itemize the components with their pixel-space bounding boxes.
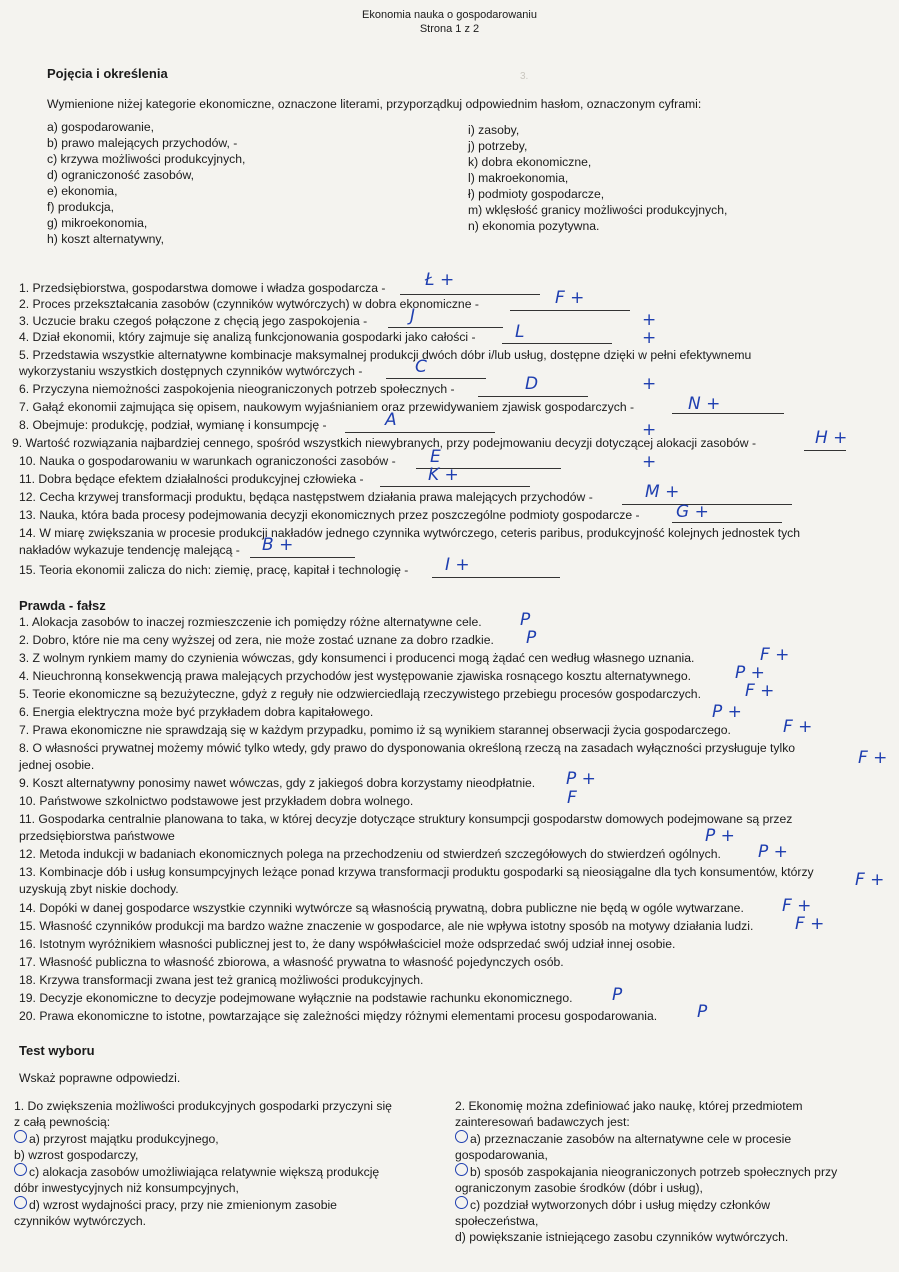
answer-underline: [386, 378, 486, 379]
true-false-item: 1. Alokacja zasobów to inaczej rozmieszczenie ich pomiędzy różne alternatywne cele.: [19, 615, 482, 629]
true-false-item: 10. Państwowe szkolnictwo podstawowe jest przykładem dobra wolnego.: [19, 794, 414, 808]
handwritten-answer: F +: [858, 748, 888, 768]
answer-option: b) wzrost gospodarczy,: [14, 1148, 139, 1162]
answer-option: a) przyrost majątku produkcyjnego,: [14, 1130, 394, 1147]
section-title: Prawda - fałsz: [19, 598, 106, 613]
question-1: [14, 1098, 394, 1229]
true-false-item: 3. Z wolnym rynkiem mamy do czynienia wówczas, gdy konsumenci i producenci mogą żądać cen według własnego uznania.: [19, 651, 695, 665]
true-false-item: 4. Nieuchronną konsekwencją prawa malejących przychodów jest występowanie zjawiska rosnącego kosztu alternatywnego.: [19, 669, 692, 683]
matching-item: 7. Gałąź ekonomii zajmująca się opisem, naukowym wyjaśnianiem oraz przewidywaniem zjawisk gospodarczych -: [19, 400, 635, 414]
true-false-item: 2. Dobro, które nie ma ceny wyższej od zera, nie może zostać uznane za dobro rzadkie.: [19, 633, 494, 647]
handwritten-answer: H +: [815, 428, 848, 448]
handwritten-answer: N +: [688, 394, 721, 414]
handwritten-answer: L: [515, 322, 525, 342]
handwritten-answer: F +: [745, 681, 775, 701]
matching-item: 5. Przedstawia wszystkie alternatywne kombinacje maksymalnej produkcji dwóch dóbr i/lub usług, dostępne dzięki w pełni efektywnemu: [19, 348, 752, 362]
handwritten-answer: Ł +: [425, 270, 455, 290]
circled-mark-icon: [455, 1130, 468, 1143]
answer-option: b) sposób zaspokajania nieograniczonych potrzeb społecznych przy ograniczonym zasobie środków (dóbr i usług),: [455, 1165, 838, 1195]
handwritten-answer: P +: [758, 842, 788, 862]
handwritten-answer: P: [612, 985, 623, 1005]
answer-underline: [804, 450, 846, 451]
margin-plus-mark: +: [642, 310, 657, 330]
handwritten-answer: F +: [783, 717, 813, 737]
matching-item: 2. Proces przekształcania zasobów (czynników wytwórczych) w dobra ekonomiczne -: [19, 297, 479, 311]
true-false-item-continued: uzyskują zbyt niskie dochody.: [19, 882, 179, 896]
answer-underline: [345, 432, 495, 433]
handwritten-answer: E: [430, 447, 441, 467]
term-item: e) ekonomia,: [47, 184, 118, 198]
answer-option: c) alokacja zasobów umożliwiająca relatywnie większą produkcję dóbr inwestycyjnych niż konsumpcyjnych,: [14, 1165, 380, 1195]
matching-item: 8. Obejmuje: produkcję, podział, wymianę i konsumpcję -: [19, 418, 327, 432]
matching-item: 13. Nauka, która bada procesy podejmowania decyzji ekonomicznych przez poszczególne podmioty gospodarcze -: [19, 508, 640, 522]
term-item: m) wklęsłość granicy możliwości produkcyjnych,: [468, 203, 728, 217]
term-item: k) dobra ekonomiczne,: [468, 155, 592, 169]
section-intro: Wskaż poprawne odpowiedzi.: [19, 1071, 181, 1085]
term-item: b) prawo malejących przychodów, -: [47, 136, 238, 150]
handwritten-answer: P: [520, 610, 531, 630]
matching-item: 3. Uczucie braku czegoś połączone z chęcią jego zaspokojenia -: [19, 314, 368, 328]
answer-underline: [250, 557, 355, 558]
circled-mark-icon: [455, 1163, 468, 1176]
answer-option: d) wzrost wydajności pracy, przy nie zmienionym zasobie czynników wytwórczych.: [14, 1198, 337, 1228]
matching-item-continued: nakładów wykazuje tendencję malejącą -: [19, 543, 240, 557]
matching-item: 11. Dobra będące efektem działalności produkcyjnej człowieka -: [19, 472, 364, 486]
handwritten-answer: I +: [445, 555, 470, 575]
matching-item: 6. Przyczyna niemożności zaspokojenia nieograniczonych potrzeb społecznych -: [19, 382, 455, 396]
matching-item: 15. Teoria ekonomii zalicza do nich: ziemię, pracę, kapitał i technologię -: [19, 563, 409, 577]
handwritten-answer: M +: [645, 482, 680, 502]
true-false-item: 16. Istotnym wyróżnikiem własności publicznej jest to, że dany współwłaściciel może odsprzedać swój udział innej osobie.: [19, 937, 676, 951]
true-false-item: 12. Metoda indukcji w badaniach ekonomicznych polega na przechodzeniu od stwierdzeń szczegółowych do stwierdzeń ogólnych.: [19, 847, 721, 861]
page-header: [0, 8, 899, 36]
term-list-left: [47, 119, 307, 247]
handwritten-answer: P +: [705, 826, 735, 846]
margin-plus-mark: +: [642, 452, 657, 472]
matching-item: 4. Dział ekonomii, który zajmuje się analizą funkcjonowania gospodarki jako całości -: [19, 330, 476, 344]
matching-item: 10. Nauka o gospodarowaniu w warunkach ograniczoności zasobów -: [19, 454, 396, 468]
true-false-item: 20. Prawa ekonomiczne to istotne, powtarzające się zależności między różnymi elementami procesu gospodarowania.: [19, 1009, 658, 1023]
true-false-item-continued: jednej osobie.: [19, 758, 95, 772]
true-false-item: 14. Dopóki w danej gospodarce wszystkie czynniki wytwórcze są własnością prywatną, dobra publiczne nie będą w ogóle wytwarzane.: [19, 901, 744, 915]
handwritten-answer: P: [526, 628, 537, 648]
answer-underline: [478, 396, 588, 397]
handwritten-answer: K +: [428, 465, 459, 485]
true-false-item: 13. Kombinacje dób i usług konsumpcyjnych leżące ponad krzywa transformacji produktu gospodarki są nieosiągalne dla tych konsumentów, którzy: [19, 865, 814, 879]
true-false-item: 7. Prawa ekonomiczne nie sprawdzają się w każdym przypadku, pomimo iż są wynikiem starannej obserwacji życia gospodarczego.: [19, 723, 731, 737]
circled-mark-icon: [455, 1196, 468, 1209]
handwritten-answer: P: [697, 1002, 708, 1022]
term-item: f) produkcja,: [47, 200, 115, 214]
handwritten-answer: F +: [795, 914, 825, 934]
term-item: l) makroekonomia,: [468, 171, 569, 185]
circled-mark-icon: [14, 1130, 27, 1143]
answer-underline: [400, 294, 540, 295]
section-title: Test wyboru: [19, 1043, 95, 1058]
term-item: a) gospodarowanie,: [47, 120, 155, 134]
term-item: i) zasoby,: [468, 123, 520, 137]
answer-underline: [380, 486, 530, 487]
term-item: n) ekonomia pozytywna.: [468, 219, 600, 233]
margin-plus-mark: +: [642, 420, 657, 440]
true-false-item: 11. Gospodarka centralnie planowana to taka, w której decyzje dotyczące struktury konsumpcji gospodarstw domowych podejmowane są przez: [19, 812, 793, 826]
handwritten-answer: P +: [566, 769, 596, 789]
term-item: g) mikroekonomia,: [47, 216, 148, 230]
answer-underline: [672, 522, 782, 523]
circled-mark-icon: [14, 1196, 27, 1209]
handwritten-answer: F +: [855, 870, 885, 890]
handwritten-answer: G +: [676, 502, 709, 522]
matching-item: 12. Cecha krzywej transformacji produktu, będąca następstwem działania prawa malejących przychodów -: [19, 490, 593, 504]
answer-underline: [432, 577, 560, 578]
handwritten-answer: F +: [760, 645, 790, 665]
handwritten-answer: D: [525, 374, 539, 394]
matching-item: 1. Przedsiębiorstwa, gospodarstwa domowe i władza gospodarcza -: [19, 281, 386, 295]
matching-item: 14. W miarę zwiększania w procesie produkcji nakładów jednego czynnika wytwórczego, ceteris paribus, produkcyjność kolejnych jednostek tych: [19, 526, 801, 540]
question-text: 1. Do zwiększenia możliwości produkcyjnych gospodarki przyczyni się z całą pewnością:: [14, 1099, 392, 1129]
handwritten-answer: P +: [712, 702, 742, 722]
answer-option: c) pozdział wytworzonych dóbr i usług między członków społeczeństwa,: [455, 1198, 771, 1228]
term-item: d) ograniczoność zasobów,: [47, 168, 195, 182]
true-false-item: 9. Koszt alternatywny ponosimy nawet wówczas, gdy z jakiegoś dobra korzystamy nieodpłatnie.: [19, 776, 536, 790]
section-title: Pojęcia i określenia: [47, 66, 168, 81]
margin-plus-mark: +: [642, 328, 657, 348]
question-2: [455, 1098, 850, 1245]
bleed-through-text: 3.: [520, 71, 654, 82]
true-false-item: 17. Własność publiczna to własność zbiorowa, a własność prywatna to własność pojedynczych osób.: [19, 955, 564, 969]
true-false-item-continued: przedsiębiorstwa państwowe: [19, 829, 175, 843]
answer-underline: [388, 327, 503, 328]
crossed-mark-icon: [14, 1163, 27, 1176]
answer-underline: [510, 310, 630, 311]
handwritten-answer: P +: [735, 663, 765, 683]
document-title: Ekonomia nauka o gospodarowaniu: [362, 9, 537, 21]
page-number: Strona 1 z 2: [419, 23, 480, 35]
term-item: j) potrzeby,: [468, 139, 528, 153]
handwritten-answer: F +: [782, 896, 812, 916]
section-intro: Wymienione niżej kategorie ekonomiczne, oznaczone literami, przyporządkuj odpowiednim hasłom, oznaczonym cyframi:: [47, 97, 702, 111]
term-item: h) koszt alternatywny,: [47, 232, 164, 246]
true-false-item: 19. Decyzje ekonomiczne to decyzje podejmowane wyłącznie na podstawie rachunku ekonomicznego.: [19, 991, 573, 1005]
handwritten-answer: A: [385, 410, 397, 430]
handwritten-answer: C: [415, 357, 427, 377]
handwritten-answer: J: [410, 306, 416, 326]
true-false-item: 6. Energia elektryczna może być przykładem dobra kapitałowego.: [19, 705, 374, 719]
true-false-item: 15. Własność czynników produkcji ma bardzo ważne znaczenie w gospodarce, ale nie wpływa istotny sposób na motywy działania ludzi.: [19, 919, 754, 933]
true-false-item: 5. Teorie ekonomiczne są bezużyteczne, gdyż z reguły nie odzwierciedlają rzeczywistego przebiegu procesów gospodarczych.: [19, 687, 701, 701]
margin-plus-mark: +: [642, 374, 657, 394]
true-false-item: 8. O własności prywatnej możemy mówić tylko wtedy, gdy prawo do dysponowania określoną rzeczą na zasadach wyłączności przysługuje tylko: [19, 741, 796, 755]
true-false-item: 18. Krzywa transformacji zwana jest też granicą możliwości produkcyjnych.: [19, 973, 424, 987]
term-item: c) krzywa możliwości produkcyjnych,: [47, 152, 246, 166]
answer-option: a) przeznaczanie zasobów na alternatywne cele w procesie gospodarowania,: [455, 1132, 792, 1162]
term-item: ł) podmioty gospodarcze,: [468, 187, 605, 201]
answer-underline: [502, 343, 612, 344]
answer-option: d) powiększanie istniejącego zasobu czynników wytwórczych.: [455, 1230, 789, 1244]
handwritten-answer: F +: [555, 288, 585, 308]
question-text: 2. Ekonomię można zdefiniować jako naukę, której przedmiotem zainteresowań badawczych jest:: [455, 1099, 803, 1129]
term-list-right: [468, 122, 788, 234]
handwritten-answer: F: [567, 788, 577, 808]
matching-item: 9. Wartość rozwiązania najbardziej cennego, spośród wszystkich niewybranych, przy podejmowaniu decyzji dotyczącej alokacji zasobów -: [12, 436, 757, 450]
handwritten-answer: B +: [262, 535, 294, 555]
matching-item-continued: wykorzystaniu wszystkich dostępnych czynników wytwórczych -: [19, 364, 363, 378]
